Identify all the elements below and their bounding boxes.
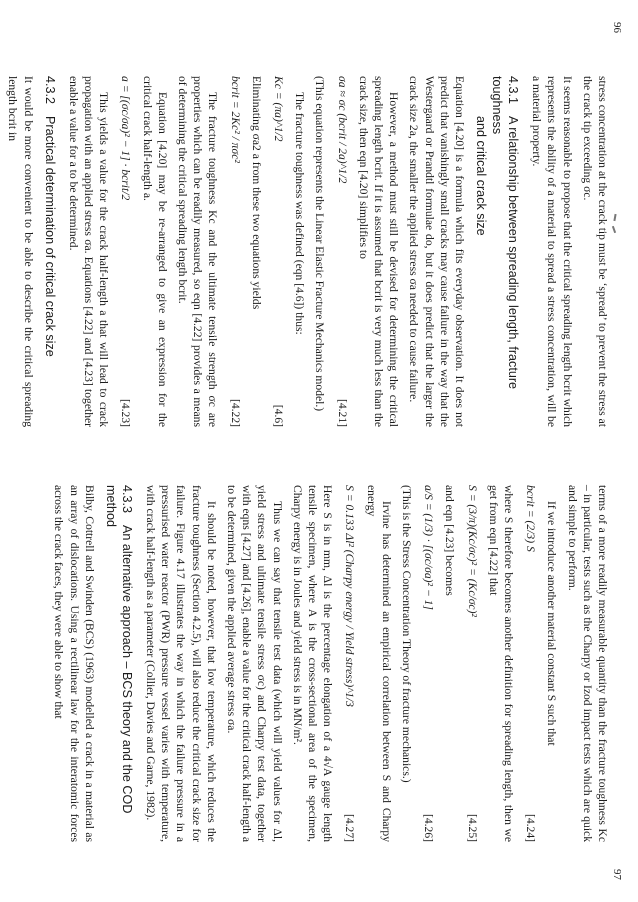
paragraph-here: Here S is in mm, Δl is the percentage elongation of a 4√A gauge length tensile specimen, where A is the cross-sectional area of the specimen, Charpy energy is in Joules and yield stress is in MN/m². xyxy=(290,485,335,842)
paragraph-irvine: Irvine has determined an empirical correlation between S and Charpy energy xyxy=(364,485,393,842)
paragraph-toughness: The fracture toughness was defined (eqn [4.6]) thus: xyxy=(293,92,307,335)
equation-number: [4.23] xyxy=(119,398,133,427)
paragraph-introduce: If we introduce another material constant S such that xyxy=(545,501,559,746)
equation-expression: a = [(σc/σa)² − 1] · bcrit/2 xyxy=(119,76,133,201)
equation-number: [4.26] xyxy=(422,813,436,842)
equation-expression: bcrit = (2/3) S xyxy=(524,485,538,552)
paragraph-where: where S therefore becomes another definition for spreading length, then we get from eqn [4.22] that xyxy=(486,485,515,842)
equation-expression: a/S = (1/3) · [(σc/σa)² − 1] xyxy=(422,485,436,610)
equation-4-6 xyxy=(271,76,286,427)
section-heading-4-3-2 xyxy=(42,76,58,427)
section-heading-4-3-3 xyxy=(103,485,135,842)
equation-number: [4.21] xyxy=(335,398,349,427)
right-page xyxy=(0,451,638,902)
equation-4-26 xyxy=(421,485,436,842)
equation-number: [4.6] xyxy=(271,404,285,427)
section-number: 4.3.1 xyxy=(505,76,520,105)
paragraph-proposal: It seems reasonable to propose that the critical spreading length bcrit which represents the ability of a material to spread a stress concentration, will be a material property. xyxy=(530,76,574,427)
equation-4-21 xyxy=(334,76,349,427)
page-number-left: 96 xyxy=(611,22,623,33)
paragraph-fracture: The fracture toughness Kc and the ultimate tensile strength σc are properties which can be readily measured, so eqn [4.22] provides a means of determining the critical spreading length bcrit. xyxy=(175,76,220,427)
page-number-right: 97 xyxy=(611,869,623,880)
equation-number: [4.22] xyxy=(228,398,242,427)
paragraph-bilby: Bilby, Cottrell and Swinden (BCS) (1963) modelled a crack in a material as an array of dislocations. Using a rectilinear law for the interatomic forces across the crack faces, they were able to show that xyxy=(52,485,96,842)
equation-expression: bcrit = 2Kc² / πσc² xyxy=(228,76,242,163)
scan-speck xyxy=(612,226,616,233)
section-title-line1: A relationship between spreading length, fracture toughness xyxy=(489,76,520,390)
paragraph-equation: Equation [4.20] is a formula which fits everyday observation. It does not predict that vanishingly small cracks may cause failure in the way that the Westergaard or Prandtl formulae do, but it does predict that the larger the crack size 2a, the smaller the applied stress σa needed to cause failure. xyxy=(407,76,466,427)
equation-4-24 xyxy=(523,485,538,842)
paragraph-lefm: (This equation represents the Linear Elastic Fracture Mechanics model.) xyxy=(313,76,327,412)
paragraph-however: However, a method must still be devised for determining the critical spreading length bcrit. If it is assumed that bcrit is very much less than the crack size, then eqn [4.20] simplifies to xyxy=(356,76,401,427)
equation-expression: S = (3/π)(Kc/σc)² = (Kc/σc)² xyxy=(465,485,479,617)
section-title: An alternative approach – BCS theory and the COD method xyxy=(103,485,134,814)
equation-expression: σa ≈ σc (bcrit / 2a)^1/2 xyxy=(335,76,349,184)
paragraph-thus: Thus we can say that tensile test data (which will yield values for Δl, yield stress and ultimate tensile stress σc) and Charpy test data, together with eqns [4.27] and [4.26], enable a value for the critical crack half-length a to be determined, given the applied average stress σa. xyxy=(224,485,284,842)
section-number: 4.3.3 xyxy=(119,485,134,514)
equation-4-27 xyxy=(342,485,357,842)
paragraph-yields: This yields a value for the crack half-length a that will lead to crack propagation with an applied stress σa. Equations [4.22] and [4.23] together enable a value for a to be determined. xyxy=(66,76,111,427)
equation-number: [4.25] xyxy=(465,813,479,842)
paragraph-eliminating: Eliminating σa2 a from these two equations yields xyxy=(249,76,263,310)
paragraph-terms: terms of a more readily measurable quantity than the fracture toughness Kc – in particular, tests such as the Charpy or Izod impact tests which are quick and simple to perform. xyxy=(565,485,609,842)
paragraph-practical: It would be more convenient to be able to describe the critical spreading length bcrit in xyxy=(6,76,35,427)
equation-number: [4.27] xyxy=(343,813,357,842)
equation-expression: Kc = (πa)^1/2 xyxy=(271,76,285,142)
paragraph-intro: stress concentration at the crack tip must be ‘spread’ to prevent the stress at the crack tip exceeding σc. xyxy=(580,76,609,427)
equation-expression: S = 0.133 Δl² (Charpy energy / Yield stress)^1/3 xyxy=(343,485,357,707)
equation-number: [4.24] xyxy=(524,813,538,842)
section-title-line2: and critical crack size xyxy=(473,116,488,236)
paragraph-stress: (This is the Stress Concentration Theory of fracture mechanics.) xyxy=(399,485,413,783)
section-title: Practical determination of critical crack size xyxy=(42,116,57,357)
section-heading-4-3-1 xyxy=(473,76,521,427)
equation-4-22 xyxy=(227,76,242,427)
equation-4-25 xyxy=(464,485,479,842)
paragraph-rearranged: Equation [4.20] may be re-arranged to give an expression for the critical crack half-length a. xyxy=(140,76,169,427)
equation-4-23 xyxy=(118,76,133,427)
paragraph-noted: It should be noted, however, that low temperature, which reduces the fracture toughness (Section 4.2.5), will also reduce the critical crack size for failure. Figure 4.17 illustrates the way in which the failure pressure in a pressurised water reactor (PWR) pressure vessel varies with temperature, with crack half-length as a parameter (Collier, Davies and Garne, 1982). xyxy=(143,485,218,842)
scan-speck xyxy=(613,214,616,221)
section-number: 4.3.2 xyxy=(42,76,57,105)
paragraph-and: and eqn [4.23] becomes xyxy=(443,485,457,596)
